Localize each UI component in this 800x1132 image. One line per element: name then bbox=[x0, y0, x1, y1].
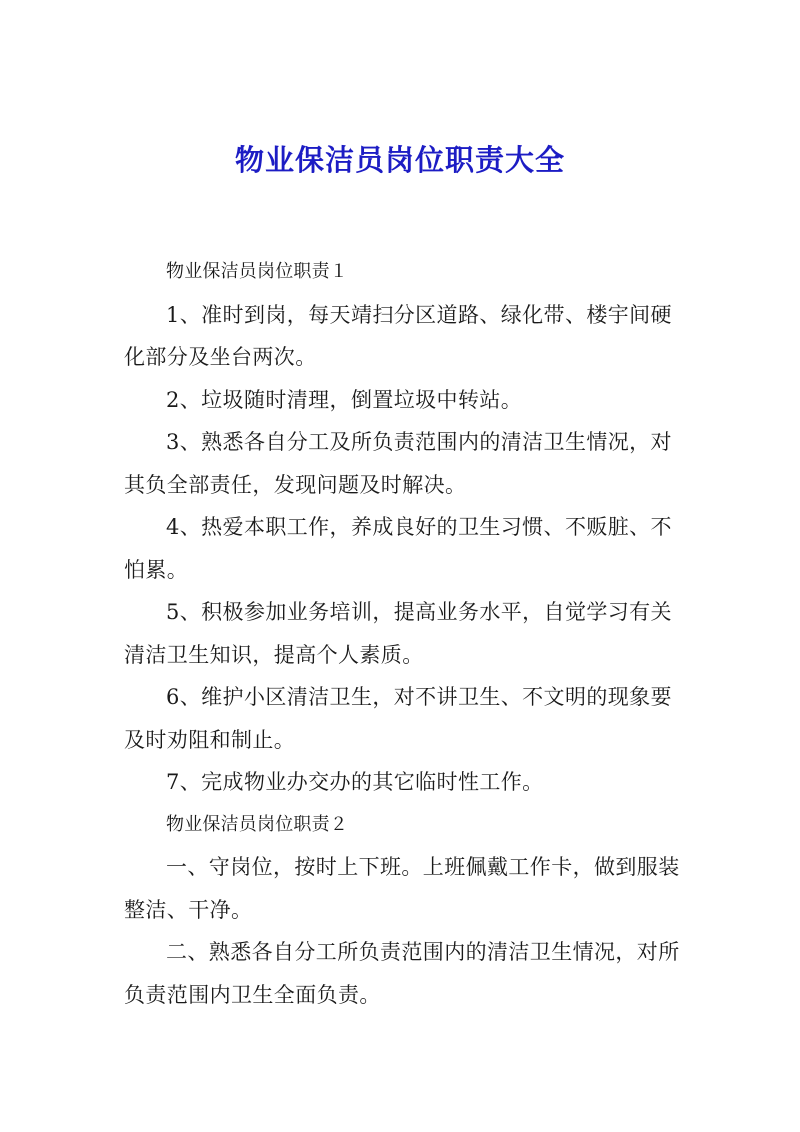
paragraph: 6、维护小区清洁卫生，对不讲卫生、不文明的现象要及时劝阻和制止。 bbox=[124, 685, 672, 752]
section-heading-2: 物业保洁员岗位职责２ bbox=[166, 813, 348, 835]
paragraph: 5、积极参加业务培训，提高业务水平，自觉学习有关清洁卫生知识，提高个人素质。 bbox=[124, 600, 672, 667]
paragraph: 4、热爱本职工作，养成良好的卫生习惯、不贩脏、不怕累。 bbox=[124, 515, 672, 582]
section-heading-1: 物业保洁员岗位职责１ bbox=[166, 261, 348, 282]
paragraph: 7、完成物业办交办的其它临时性工作。 bbox=[166, 770, 544, 794]
paragraph: 一、守岗位，按时上下班。上班佩戴工作卡，做到服装整洁、干净。 bbox=[124, 855, 680, 922]
document-body bbox=[124, 251, 686, 1016]
paragraph: 3、熟悉各自分工及所负责范围内的清洁卫生情况，对其负全部责任，发现问题及时解决。 bbox=[124, 430, 672, 497]
paragraph: 1、准时到岗，每天靖扫分区道路、绿化带、楼宇间硬化部分及坐台两次。 bbox=[124, 302, 672, 369]
document-title: 物业保洁员岗位职责大全 bbox=[234, 143, 565, 177]
paragraph: 二、熟悉各自分工所负责范围内的清洁卫生情况，对所负责范围内卫生全面负责。 bbox=[124, 940, 680, 1007]
paragraph: 2、垃圾随时清理，倒置垃圾中转站。 bbox=[166, 387, 523, 412]
